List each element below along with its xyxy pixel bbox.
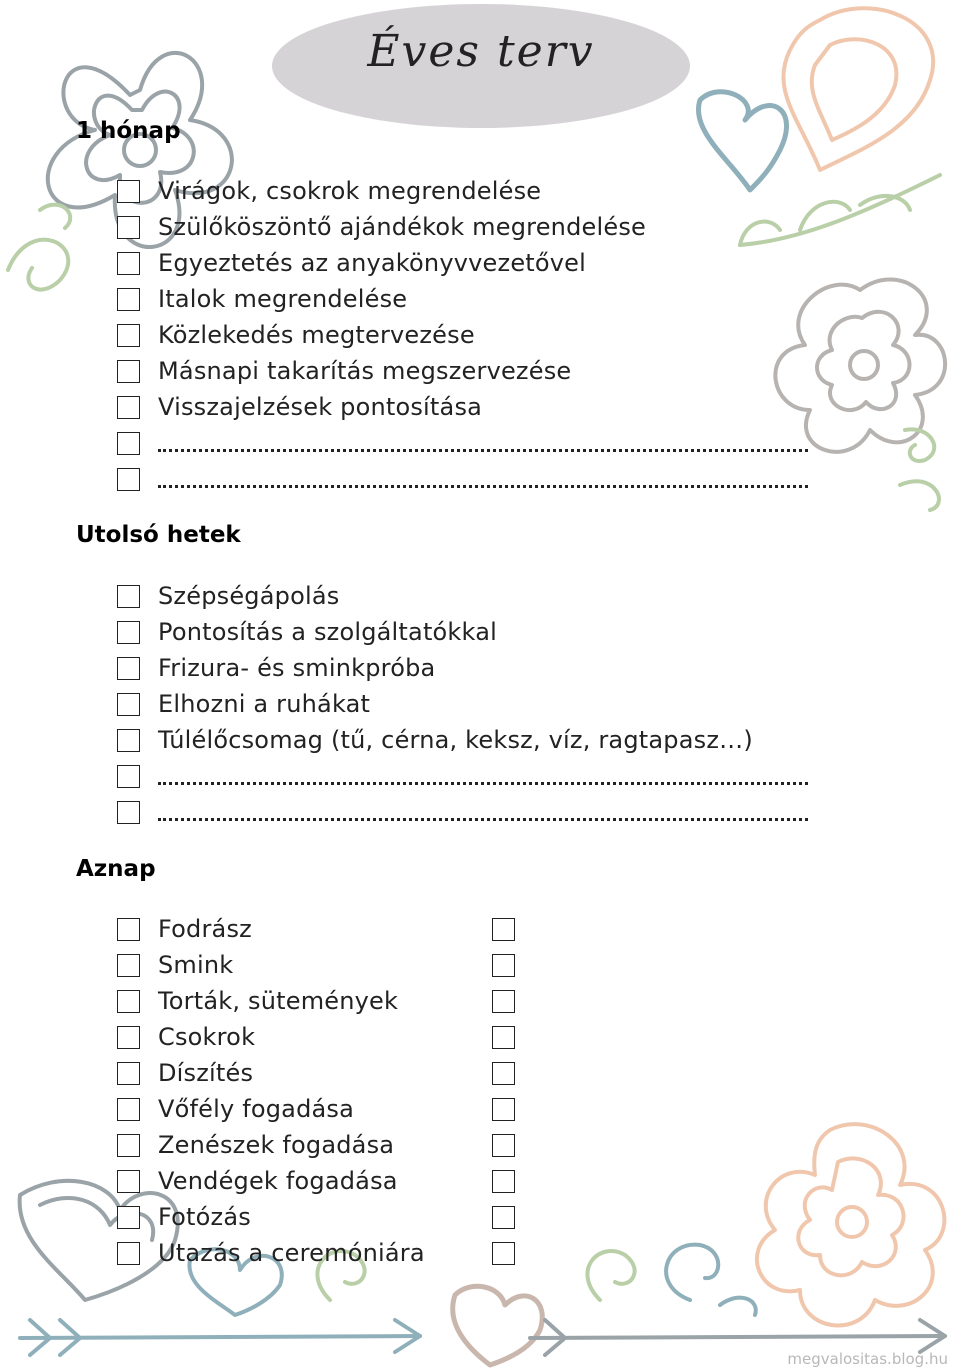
checkbox-second[interactable]	[492, 990, 515, 1013]
item-label: Díszítés	[158, 1059, 254, 1087]
checkbox[interactable]	[117, 288, 140, 311]
heart-doodle-blue	[698, 92, 786, 190]
item-label: Fotózás	[158, 1203, 251, 1231]
swirl-doodle-bottom-right	[666, 1245, 756, 1315]
checklist-item[interactable]	[117, 318, 475, 352]
checklist-item[interactable]	[117, 579, 339, 613]
item-label: Smink	[158, 951, 234, 979]
checkbox[interactable]	[117, 729, 140, 752]
item-label: Torták, sütemények	[158, 987, 399, 1015]
footer-url: megvalositas.blog.hu	[787, 1350, 948, 1368]
item-label: Italok megrendelése	[158, 285, 408, 313]
dotted-fill-line[interactable]	[158, 468, 808, 490]
checklist-item[interactable]	[117, 1128, 394, 1162]
checkbox[interactable]	[117, 990, 140, 1013]
checklist-item[interactable]	[117, 390, 482, 424]
checkbox[interactable]	[117, 1134, 140, 1157]
section-heading: Utolsó hetek	[76, 522, 241, 548]
checkbox[interactable]	[117, 1098, 140, 1121]
checkbox-second[interactable]	[492, 1242, 515, 1265]
checkbox[interactable]	[117, 1206, 140, 1229]
checkbox[interactable]	[117, 918, 140, 941]
checklist-item[interactable]	[117, 174, 541, 208]
dotted-fill-line[interactable]	[158, 765, 808, 787]
checkbox[interactable]	[117, 765, 140, 788]
checkbox[interactable]	[117, 468, 140, 491]
checklist-item[interactable]	[117, 1236, 425, 1270]
flower-doodle-bottom-right	[757, 1124, 944, 1325]
checklist-item[interactable]	[117, 615, 497, 649]
item-label: Elhozni a ruhákat	[158, 690, 371, 718]
item-label: Fodrász	[158, 915, 252, 943]
item-label: Frizura- és sminkpróba	[158, 654, 436, 682]
checkbox[interactable]	[117, 432, 140, 455]
checklist-item[interactable]	[117, 948, 233, 982]
item-label: Vőfély fogadása	[158, 1095, 355, 1123]
arrow-doodle-bottom-left	[20, 1320, 420, 1355]
item-label: Csokrok	[158, 1023, 256, 1051]
item-label: Pontosítás a szolgáltatókkal	[158, 618, 497, 646]
heart-doodle-top-right	[783, 8, 933, 170]
checklist-item[interactable]	[117, 246, 586, 280]
checklist-item[interactable]	[117, 687, 370, 721]
item-label: Túlélőcsomag (tű, cérna, keksz, víz, ragtapasz…)	[158, 726, 753, 754]
item-label: Visszajelzések pontosítása	[158, 393, 483, 421]
checkbox-second[interactable]	[492, 1134, 515, 1157]
blank-checklist-item[interactable]	[117, 462, 808, 496]
page-title: Éves terv	[367, 26, 595, 77]
blank-checklist-item[interactable]	[117, 426, 808, 460]
checkbox[interactable]	[117, 693, 140, 716]
item-label: Egyeztetés az anyakönyvvezetővel	[158, 249, 587, 277]
checkbox-second[interactable]	[492, 1206, 515, 1229]
dotted-fill-line[interactable]	[158, 432, 808, 454]
checkbox[interactable]	[117, 360, 140, 383]
checklist-item[interactable]	[117, 1164, 398, 1198]
checkbox-second[interactable]	[492, 1062, 515, 1085]
checklist-item[interactable]	[117, 1200, 251, 1234]
checkbox[interactable]	[117, 252, 140, 275]
checklist-item[interactable]	[117, 723, 753, 757]
checklist-item[interactable]	[117, 210, 646, 244]
checkbox[interactable]	[117, 954, 140, 977]
checkbox-second[interactable]	[492, 954, 515, 977]
item-label: Szülőköszöntő ajándékok megrendelése	[158, 213, 646, 241]
blank-checklist-item[interactable]	[117, 759, 808, 793]
checkbox[interactable]	[117, 1242, 140, 1265]
checkbox[interactable]	[117, 1026, 140, 1049]
checkbox[interactable]	[117, 621, 140, 644]
checkbox[interactable]	[117, 1170, 140, 1193]
section-heading: Aznap	[76, 856, 156, 882]
branch-doodle-right	[740, 175, 940, 245]
item-label: Közlekedés megtervezése	[158, 321, 475, 349]
item-label: Másnapi takarítás megszervezése	[158, 357, 572, 385]
section-heading: 1 hónap	[76, 118, 181, 144]
checkbox[interactable]	[117, 801, 140, 824]
heart-doodle-bottom-center	[453, 1286, 543, 1365]
item-label: Szépségápolás	[158, 582, 340, 610]
checkbox[interactable]	[117, 1062, 140, 1085]
checkbox[interactable]	[117, 216, 140, 239]
checkbox-second[interactable]	[492, 1098, 515, 1121]
item-label: Virágok, csokrok megrendelése	[158, 177, 542, 205]
checkbox[interactable]	[117, 585, 140, 608]
blank-checklist-item[interactable]	[117, 795, 808, 829]
checklist-item[interactable]	[117, 282, 407, 316]
dotted-fill-line[interactable]	[158, 801, 808, 823]
checkbox-second[interactable]	[492, 1170, 515, 1193]
checkbox-second[interactable]	[492, 1026, 515, 1049]
checkbox[interactable]	[117, 396, 140, 419]
item-label: Zenészek fogadása	[158, 1131, 395, 1159]
checkbox[interactable]	[117, 657, 140, 680]
checklist-item[interactable]	[117, 1092, 354, 1126]
checklist-item[interactable]	[117, 1056, 253, 1090]
checklist-item[interactable]	[117, 912, 252, 946]
item-label: Utazás a ceremóniára	[158, 1239, 425, 1267]
checklist-item[interactable]	[117, 1020, 255, 1054]
checklist-item[interactable]	[117, 651, 435, 685]
swirl-doodle-right	[900, 429, 939, 510]
swirl-doodle-left	[8, 205, 70, 290]
checklist-item[interactable]	[117, 984, 398, 1018]
checklist-item[interactable]	[117, 354, 571, 388]
item-label: Vendégek fogadása	[158, 1167, 398, 1195]
checkbox[interactable]	[117, 180, 140, 203]
checkbox[interactable]	[117, 324, 140, 347]
checkbox-second[interactable]	[492, 918, 515, 941]
